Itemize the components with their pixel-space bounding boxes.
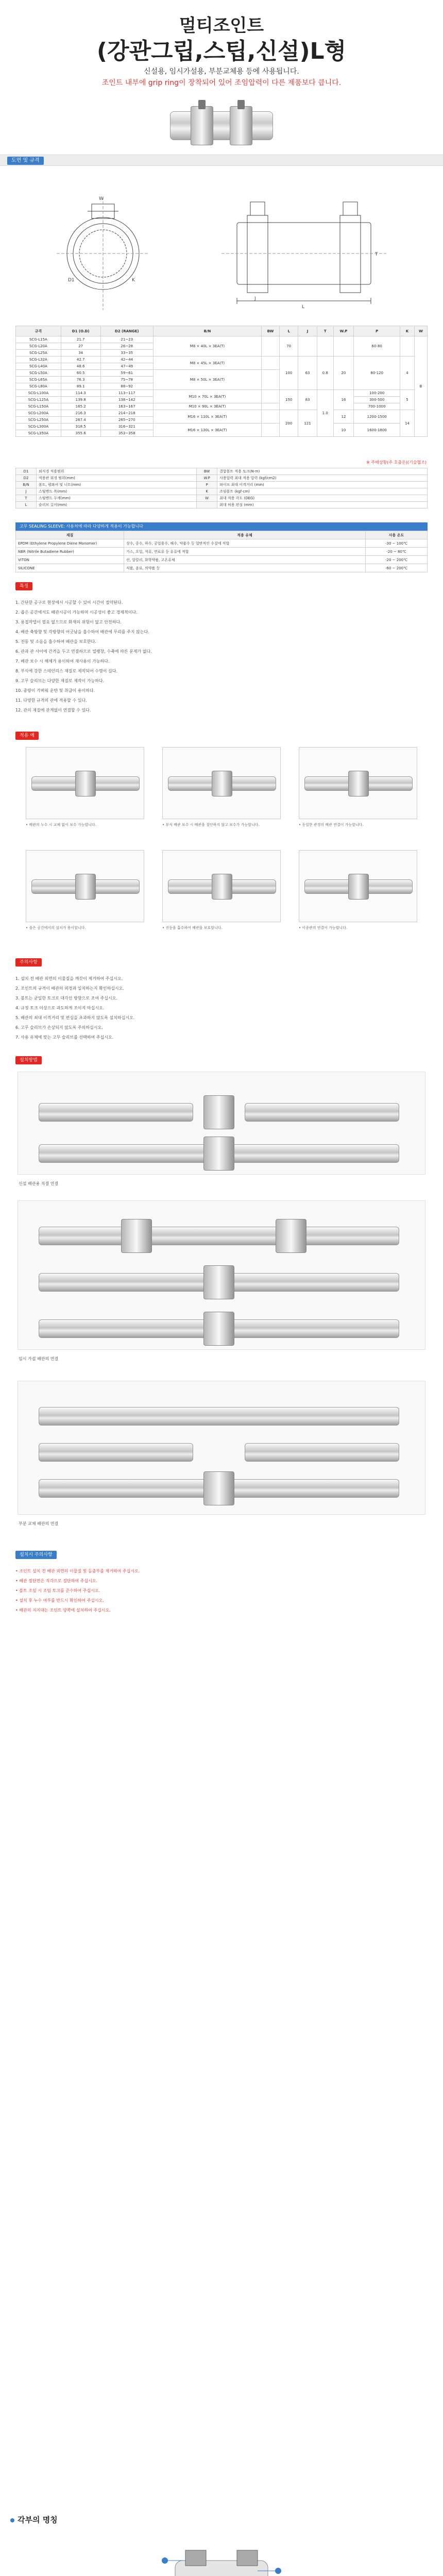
technical-drawing bbox=[0, 166, 443, 320]
legend-key: P bbox=[197, 482, 217, 488]
pipe-image bbox=[39, 1227, 399, 1245]
table-row bbox=[16, 539, 428, 548]
list-item: 3. 용접작업이 필요 없으므로 화재의 위험이 없고 안전하다. bbox=[15, 620, 122, 624]
cell-d2: 33~35 bbox=[100, 350, 153, 357]
cell-p: 60-80 bbox=[354, 336, 400, 357]
caution-tag: 주의사항 bbox=[15, 958, 42, 967]
pipe-image bbox=[304, 776, 353, 791]
cell-l: 70 bbox=[279, 336, 298, 357]
list-item: 2. 좁은 공간에서도 배관시공이 가능하며 시공성이 좋고 경제적이다. bbox=[15, 610, 138, 615]
warn-tag: 설치시 주의사항 bbox=[15, 1551, 57, 1559]
clamp-image bbox=[203, 1312, 234, 1346]
features-list bbox=[15, 598, 428, 715]
cell-wp: 20 bbox=[333, 357, 354, 390]
parts-heading bbox=[10, 2514, 58, 2525]
cell-t: 1.0 bbox=[317, 390, 333, 437]
spec-header: W.P bbox=[333, 326, 354, 336]
legend-key: L bbox=[16, 502, 37, 509]
clamp-image bbox=[203, 1137, 234, 1171]
cell-p: 300-500 bbox=[354, 397, 400, 403]
cell-bw bbox=[261, 390, 279, 403]
cell-size: SCG-L200A bbox=[16, 410, 61, 417]
table-row bbox=[16, 502, 428, 509]
cell-d1: 267.4 bbox=[61, 417, 100, 423]
usage-image bbox=[299, 850, 417, 922]
cell-l: 100 bbox=[279, 357, 298, 390]
list-item: • 설치 후 누수 여부를 반드시 확인하여 주십시오. bbox=[15, 1598, 104, 1603]
bolt-image bbox=[198, 100, 206, 109]
list-item: 6. 관과 관 사이에 간격을 두고 연결하므로 열팽창, 수축에 따른 문제가 없다. bbox=[15, 649, 152, 654]
seal-bar: 고무 SEALING SLEEVE: 사용처에 따라 다양하게 적용이 가능합니다 bbox=[15, 522, 428, 531]
cell-j: 63 bbox=[298, 357, 317, 390]
legend-desc: 파이프 최대 이격거리 (mm) bbox=[217, 482, 428, 488]
usage-caption: • 동일한 관경의 배관 연결이 가능합니다. bbox=[299, 823, 364, 827]
install-caption: 부분 교체 배관의 연결 bbox=[19, 1521, 59, 1526]
install-tag: 설치방법 bbox=[15, 1056, 42, 1064]
cell-size: SCG-L40A bbox=[16, 363, 61, 370]
legend-key: W.P bbox=[197, 475, 217, 482]
spec-note: ※ 주해상황(주 호출은)(기술협조) bbox=[366, 460, 427, 465]
cell-bw bbox=[261, 410, 279, 423]
label-j: J bbox=[254, 296, 256, 301]
legend-desc: 결합볼트 적용 토크(N·m) bbox=[217, 468, 428, 475]
cell-d1: 60.5 bbox=[61, 370, 100, 377]
spec-header: B/N bbox=[153, 326, 261, 336]
list-item: 9. 고무 슬리브는 다양한 재질로 제작이 가능하다. bbox=[15, 679, 105, 683]
label-k: K bbox=[132, 278, 135, 283]
usage-image bbox=[26, 850, 144, 922]
legend-table bbox=[15, 468, 428, 509]
legend-key bbox=[197, 502, 217, 509]
product-subtitle: (강관그립,스팁,신설)L형 bbox=[96, 38, 347, 64]
side-view-band bbox=[247, 215, 268, 293]
spec-header: L bbox=[279, 326, 298, 336]
cell-bn: M16 × 110L × 3EA(T) bbox=[153, 410, 261, 423]
cell-d2: 47~49 bbox=[100, 363, 153, 370]
seal-cell: 산, 알칼리, 화학약품, 고온유체 bbox=[124, 556, 366, 564]
cell-j: 121 bbox=[298, 410, 317, 437]
cell-p: 80-120 bbox=[354, 357, 400, 390]
label-l: L bbox=[302, 304, 305, 310]
side-view-bolt bbox=[343, 202, 357, 215]
cell-k bbox=[400, 336, 415, 357]
cell-d1: 76.3 bbox=[61, 377, 100, 383]
seal-header: 사용 온도 bbox=[366, 531, 428, 539]
clamp-image bbox=[348, 874, 369, 900]
seal-cell: -30 ~ 100℃ bbox=[366, 539, 428, 548]
cell-p: 1600-1800 bbox=[354, 423, 400, 437]
cell-size: SCG-L20A bbox=[16, 343, 61, 350]
usage-image bbox=[162, 747, 281, 819]
seal-cell: 식품, 음료, 의약품 등 bbox=[124, 564, 366, 572]
seal-cell: NBR (Nitrile Butadiene Rubber) bbox=[16, 548, 124, 556]
list-item: 5. 배관의 최대 이격거리 및 편심을 초과하지 않도록 설치하십시오. bbox=[15, 1015, 135, 1020]
cell-p: 700-1000 bbox=[354, 403, 400, 410]
install-caption: 신설 배관용 직결 연결 bbox=[19, 1181, 59, 1186]
cell-bw bbox=[261, 357, 279, 370]
pipe-image bbox=[39, 1407, 399, 1426]
legend-desc: 최대 허용 편심 (mm) bbox=[217, 502, 428, 509]
pipe-image bbox=[170, 111, 273, 140]
table-row bbox=[16, 410, 428, 417]
label-d1: D1 bbox=[68, 278, 75, 283]
cell-d2: 113~117 bbox=[100, 390, 153, 397]
cell-size: SCG-L80A bbox=[16, 383, 61, 390]
table-row bbox=[16, 403, 428, 410]
cell-bn: M16 × 130L × 3EA(T) bbox=[153, 423, 261, 437]
table-row bbox=[16, 390, 428, 397]
cell-d1: 21.7 bbox=[61, 336, 100, 343]
spec-header: P bbox=[354, 326, 400, 336]
cell-d2: 59~61 bbox=[100, 370, 153, 377]
list-item: 7. 사용 유체에 맞는 고무 슬리브를 선택하여 주십시오. bbox=[15, 1035, 114, 1040]
cell-d1: 114.3 bbox=[61, 390, 100, 397]
table-row bbox=[16, 556, 428, 564]
cell-size: SCG-L25A bbox=[16, 350, 61, 357]
clamp-image bbox=[75, 771, 96, 796]
list-item: 4. 배관 축방향 및 각방향의 어긋남을 흡수하여 배관에 무리를 주지 않는다. bbox=[15, 630, 149, 634]
cell-d1: 89.1 bbox=[61, 383, 100, 390]
spec-header: T bbox=[317, 326, 333, 336]
seal-cell: VITON bbox=[16, 556, 124, 564]
features-tag: 특징 bbox=[15, 582, 32, 590]
seal-cell: 가스, 오일, 석유, 연료유 등 유류에 적합 bbox=[124, 548, 366, 556]
bullet-icon bbox=[10, 2518, 14, 2522]
cell-d1: 48.6 bbox=[61, 363, 100, 370]
pipe-image bbox=[245, 1103, 399, 1122]
cell-size: SCG-L15A bbox=[16, 336, 61, 343]
seal-cell: EPDM (Ethylene Propylene Diene Monomer) bbox=[16, 539, 124, 548]
seal-table bbox=[15, 531, 428, 572]
legend-desc: 외직경 적용범위 bbox=[37, 468, 197, 475]
cell-k: 4 bbox=[400, 357, 415, 390]
table-row bbox=[16, 468, 428, 475]
cell-d1: 318.5 bbox=[61, 423, 100, 430]
usage-caption: • 배관의 누수 시 교체 없이 보수 가능합니다. bbox=[26, 823, 96, 827]
list-item: 7. 배관 보수 시 해체가 용이하여 재사용이 가능하다. bbox=[15, 659, 110, 664]
table-row bbox=[16, 423, 428, 430]
cell-d2: 138~142 bbox=[100, 397, 153, 403]
usage-image bbox=[299, 747, 417, 819]
usage-caption: • 좁은 공간에서의 설치가 용이합니다. bbox=[26, 926, 86, 930]
cell-j: 83 bbox=[298, 390, 317, 410]
cell-size: SCG-L65A bbox=[16, 377, 61, 383]
list-item: 1. 간단한 공구로 현장에서 시공할 수 있어 시간이 절약된다. bbox=[15, 600, 123, 605]
cell-l: 150 bbox=[279, 390, 298, 410]
cell-wp bbox=[333, 336, 354, 357]
cell-d2: 26~28 bbox=[100, 343, 153, 350]
product-hero-image bbox=[160, 96, 283, 152]
cell-w: B bbox=[414, 336, 427, 437]
cell-d2: 75~78 bbox=[100, 377, 153, 383]
list-item: 1. 설치 전 배관 외면의 이물질을 깨끗이 제거하여 주십시오. bbox=[15, 976, 123, 981]
cell-bw bbox=[261, 423, 279, 437]
legend-desc: 슬리브 길이(mm) bbox=[37, 502, 197, 509]
section-label: 도면 및 규격 bbox=[7, 157, 44, 165]
pipe-image bbox=[245, 1443, 399, 1462]
cell-size: SCG-L32A bbox=[16, 357, 61, 363]
cell-size: SCG-L125A bbox=[16, 397, 61, 403]
clamp-image bbox=[212, 771, 232, 796]
cell-k: 14 bbox=[400, 410, 415, 437]
cell-d2: 88~92 bbox=[100, 383, 153, 390]
cell-d2: 353~358 bbox=[100, 430, 153, 437]
usage-image bbox=[162, 850, 281, 922]
clamp-image bbox=[203, 1095, 234, 1129]
cell-d2: 21~23 bbox=[100, 336, 153, 343]
legend-key: W bbox=[197, 495, 217, 502]
spec-header: J bbox=[298, 326, 317, 336]
legend-key: J bbox=[16, 488, 37, 495]
list-item: 11. 다양한 규격의 관에 적용할 수 있다. bbox=[15, 698, 87, 703]
cell-d2: 316~321 bbox=[100, 423, 153, 430]
legend-desc: 조임볼트 (kgf·cm) bbox=[217, 488, 428, 495]
legend-desc: 최대 적용 각도 (DEG) bbox=[217, 495, 428, 502]
clamp-image bbox=[203, 1471, 234, 1505]
install-image bbox=[18, 1381, 425, 1515]
label-t: T bbox=[375, 252, 378, 257]
clamp-image bbox=[212, 874, 232, 900]
pipe-image bbox=[364, 776, 413, 791]
seal-header: 적용 유체 bbox=[124, 531, 366, 539]
product-desc-1: 신설용, 임시가설용, 부분교체용 등에 사용됩니다. bbox=[144, 67, 299, 76]
table-row bbox=[16, 564, 428, 572]
side-view-bolt bbox=[250, 202, 265, 215]
cell-d2: 42~44 bbox=[100, 357, 153, 363]
table-row bbox=[16, 482, 428, 488]
table-row bbox=[16, 495, 428, 502]
spec-header: D1 (O.D) bbox=[61, 326, 100, 336]
legend-key: D2 bbox=[16, 475, 37, 482]
spec-table bbox=[15, 326, 428, 437]
cell-size: SCG-L300A bbox=[16, 423, 61, 430]
clamp-image bbox=[121, 1219, 152, 1253]
bolt-image bbox=[237, 100, 245, 109]
spec-header: BW bbox=[261, 326, 279, 336]
install-image bbox=[18, 1072, 425, 1175]
cell-d1: 355.6 bbox=[61, 430, 100, 437]
seal-cell: -20 ~ 80℃ bbox=[366, 548, 428, 556]
cell-bn: M10 × 90L × 3EA(T) bbox=[153, 403, 261, 410]
table-row bbox=[16, 488, 428, 495]
legend-key: T bbox=[16, 495, 37, 502]
list-item: 2. 조인트의 규격이 배관의 외경과 일치하는지 확인하십시오. bbox=[15, 986, 124, 991]
cell-p: 1200-1500 bbox=[354, 410, 400, 423]
legend-key: B/N bbox=[16, 482, 37, 488]
list-item: • 볼트 조임 시 조임 토크를 준수하여 주십시오. bbox=[15, 1588, 100, 1593]
label-w: W bbox=[99, 196, 104, 201]
cell-size: SCG-L150A bbox=[16, 403, 61, 410]
usage-caption: • 이종관의 연결이 가능합니다. bbox=[299, 926, 348, 930]
cell-d1: 34 bbox=[61, 350, 100, 357]
cell-bn: M8 × 50L × 3EA(T) bbox=[153, 370, 261, 390]
spec-header: W bbox=[414, 326, 427, 336]
product-header bbox=[0, 0, 443, 155]
list-item: • 조인트 설치 전 배관 외면의 이물질 및 돌출부를 제거하여 주십시오. bbox=[15, 1569, 140, 1573]
list-item: 5. 진동 및 소음을 흡수하여 배관을 보호한다. bbox=[15, 639, 96, 644]
usage-caption: • 부식 배관 보수 시 배관을 절단하지 않고 보수가 가능합니다. bbox=[162, 823, 260, 827]
cell-d1: 27 bbox=[61, 343, 100, 350]
spec-header: K bbox=[400, 326, 415, 336]
cell-d1: 216.3 bbox=[61, 410, 100, 417]
parts-title: 각부의 명칭 bbox=[18, 2515, 58, 2524]
cell-size: SCG-L50A bbox=[16, 370, 61, 377]
list-item: • 배관 절단면은 직각으로 절단하여 주십시오. bbox=[15, 1579, 98, 1583]
pipe-image bbox=[39, 1103, 193, 1122]
table-row bbox=[16, 357, 428, 363]
caution-list bbox=[15, 974, 428, 1042]
seal-cell: 상수, 중수, 하수, 공업용수, 해수, 약품수 등 일반적인 수질에 적합 bbox=[124, 539, 366, 548]
cell-wp: 10 bbox=[333, 423, 354, 437]
seal-header: 재질 bbox=[16, 531, 124, 539]
cell-d1: 139.8 bbox=[61, 397, 100, 403]
list-item: 8. 부식에 강한 스테인리스 재질로 제작되어 수명이 길다. bbox=[15, 669, 117, 673]
warn-list bbox=[15, 1566, 428, 1615]
product-desc-2: 조인트 내부에 grip ring이 장착되어 있어 조임압력이 다른 제품보다 큽니다. bbox=[101, 79, 342, 87]
clamp-image bbox=[203, 1265, 234, 1299]
cell-t: 0.8 bbox=[317, 357, 333, 390]
list-item: 12. 관의 재질에 관계없이 연결할 수 있다. bbox=[15, 708, 91, 713]
side-view-band bbox=[340, 215, 361, 293]
cell-wp: 12 bbox=[333, 410, 354, 423]
cell-bn: M8 × 45L × 3EA(T) bbox=[153, 357, 261, 370]
spec-header: 규격 bbox=[16, 326, 61, 336]
cell-t bbox=[317, 336, 333, 357]
list-item: 10. 중량이 가벼워 운반 및 취급이 용이하다. bbox=[15, 688, 95, 693]
cell-l: 200 bbox=[279, 410, 298, 437]
clamp-image bbox=[75, 874, 96, 900]
section-bar-drawing bbox=[0, 155, 443, 166]
legend-desc: 사용압력 최대 적용 압력 (kgf/cm2) bbox=[217, 475, 428, 482]
cell-d2: 163~167 bbox=[100, 403, 153, 410]
table-row bbox=[16, 336, 428, 343]
cell-size: SCG-L100A bbox=[16, 390, 61, 397]
parts-diagram bbox=[155, 2540, 288, 2576]
usage-caption: • 진동을 흡수하여 배관을 보호합니다. bbox=[162, 926, 223, 930]
legend-key: K bbox=[197, 488, 217, 495]
cell-size: SCG-L250A bbox=[16, 417, 61, 423]
clamp-image bbox=[276, 1219, 306, 1253]
cell-bw bbox=[261, 336, 279, 357]
cell-p: 100-200 bbox=[354, 390, 400, 397]
cell-bw bbox=[261, 403, 279, 410]
cell-bw bbox=[261, 370, 279, 390]
seal-cell: -20 ~ 200℃ bbox=[366, 556, 428, 564]
cell-bn: M8 × 40L × 3EA(T) bbox=[153, 336, 261, 357]
cell-size: SCG-L350A bbox=[16, 430, 61, 437]
legend-key: D1 bbox=[16, 468, 37, 475]
cell-d1: 165.2 bbox=[61, 403, 100, 410]
seal-cell: -60 ~ 200℃ bbox=[366, 564, 428, 572]
legend-desc: 스틸밴드 두께(mm) bbox=[37, 495, 197, 502]
pipe-image bbox=[39, 1443, 193, 1462]
install-image bbox=[18, 1200, 425, 1350]
legend-desc: 적용관 외경 범위(mm) bbox=[37, 475, 197, 482]
clamp-band bbox=[191, 106, 213, 145]
spec-header: D2 (RANGE) bbox=[100, 326, 153, 336]
product-title: 멀티조인트 bbox=[179, 15, 264, 36]
legend-desc: 스틸밴드 폭(mm) bbox=[37, 488, 197, 495]
clamp-image bbox=[348, 771, 369, 796]
legend-desc: 볼트, 평와셔 및 너트(mm) bbox=[37, 482, 197, 488]
cell-wp: 16 bbox=[333, 390, 354, 410]
cell-d2: 265~270 bbox=[100, 417, 153, 423]
list-item: • 배관의 지지대는 조인트 양쪽에 설치하여 주십시오. bbox=[15, 1608, 111, 1613]
list-item: 4. 규정 토크 이상으로 과도하게 조이지 마십시오. bbox=[15, 1006, 105, 1010]
clamp-band bbox=[230, 106, 252, 145]
legend-key: BW bbox=[197, 468, 217, 475]
table-row bbox=[16, 548, 428, 556]
list-item: 6. 고무 슬리브가 손상되지 않도록 주의하십시오. bbox=[15, 1025, 103, 1030]
cell-bn: M10 × 70L × 3EA(T) bbox=[153, 390, 261, 403]
cell-d2: 214~218 bbox=[100, 410, 153, 417]
cell-j bbox=[298, 336, 317, 357]
seal-cell: SILICONE bbox=[16, 564, 124, 572]
install-caption: 임시 가설 배관의 연결 bbox=[19, 1357, 59, 1361]
usage-image bbox=[26, 747, 144, 819]
cell-d1: 42.7 bbox=[61, 357, 100, 363]
list-item: 3. 볼트는 균일한 토크로 대각선 방향으로 조여 주십시오. bbox=[15, 996, 117, 1001]
table-row bbox=[16, 475, 428, 482]
usage-tag: 적용 예 bbox=[15, 732, 39, 740]
cell-k: 5 bbox=[400, 390, 415, 410]
